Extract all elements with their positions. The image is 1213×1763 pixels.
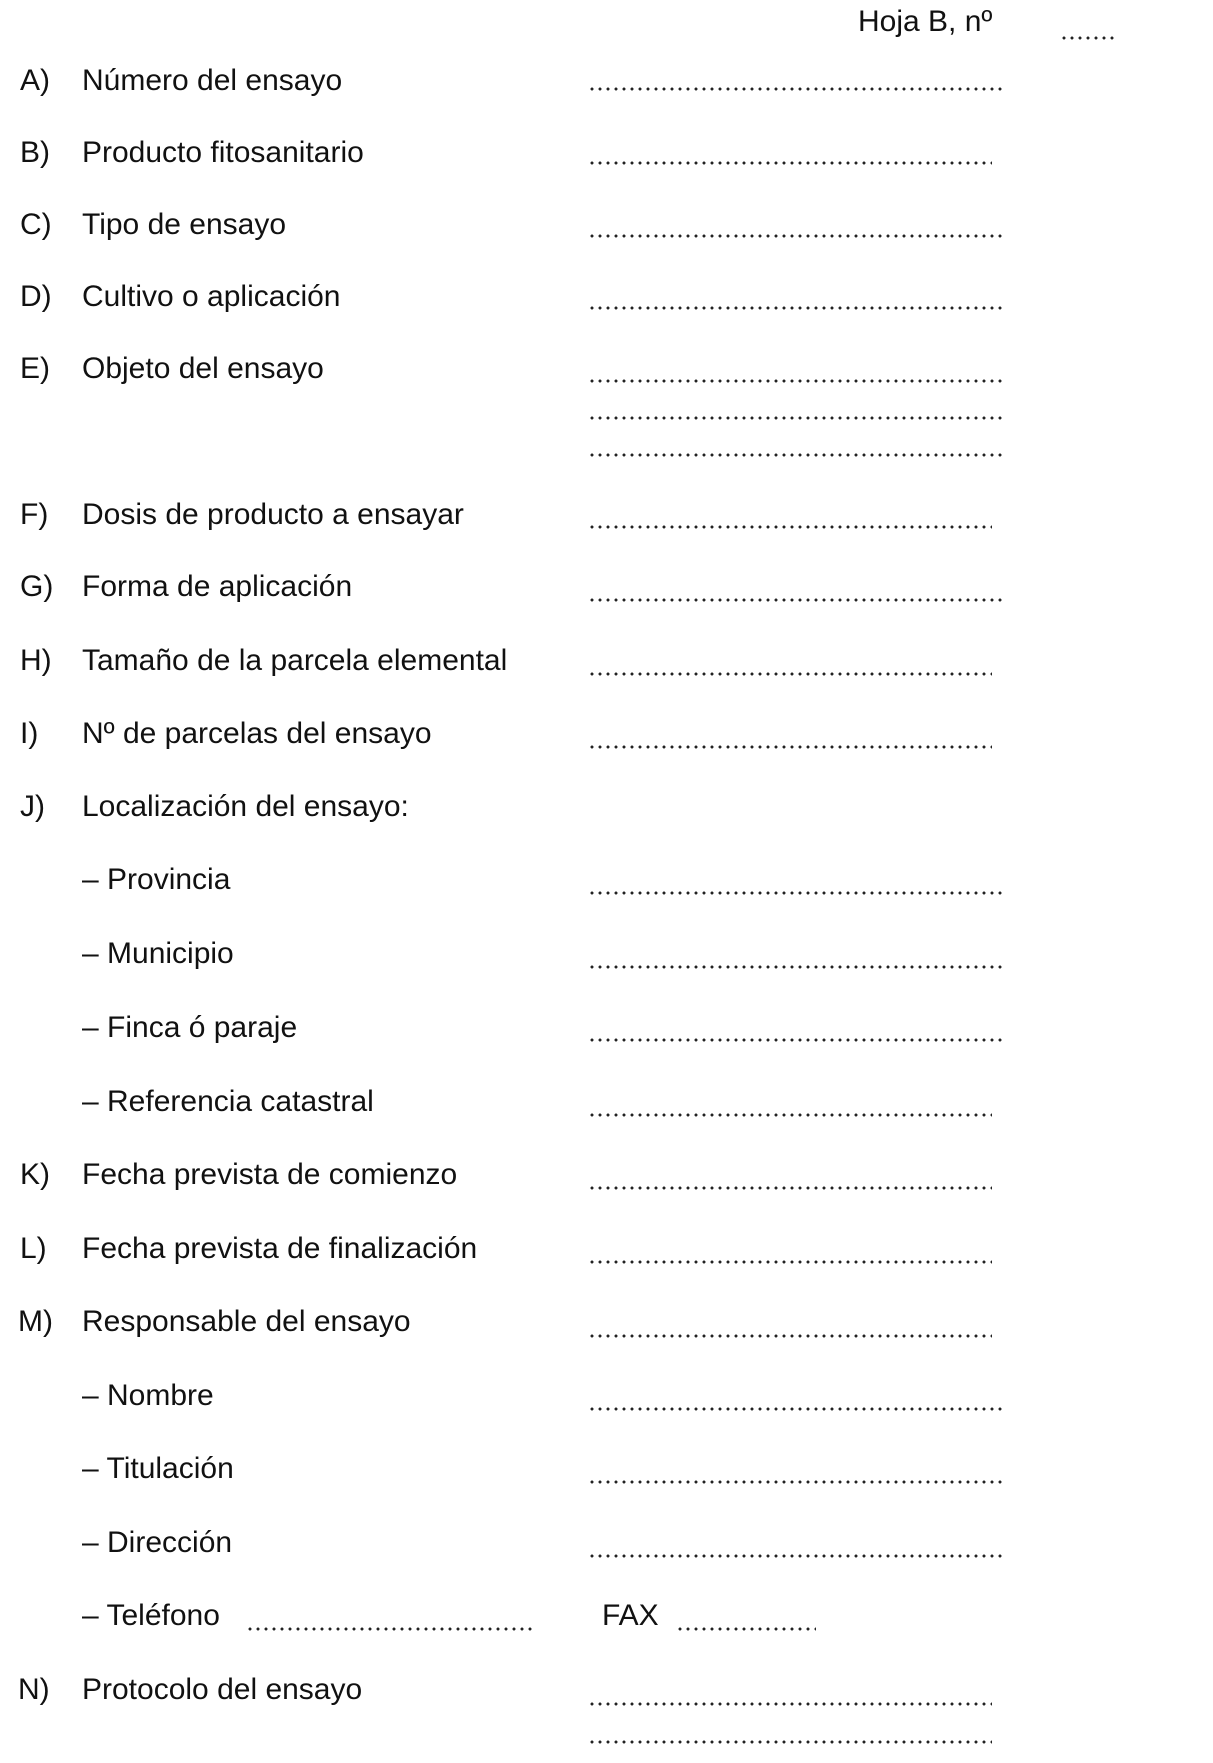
item-letter-h: H) (20, 644, 52, 677)
field-tipo-ensayo[interactable] (588, 234, 1002, 238)
label-num-parcelas: Nº de parcelas del ensayo (82, 717, 432, 750)
item-letter-c: C) (20, 208, 52, 241)
field-provincia[interactable] (588, 891, 1002, 895)
item-letter-a: A) (20, 64, 50, 97)
item-letter-f: F) (20, 498, 49, 531)
item-letter-i: I) (20, 717, 39, 750)
label-provincia: – Provincia (82, 863, 231, 896)
item-letter-n: N) (18, 1673, 50, 1706)
item-letter-k: K) (20, 1158, 50, 1191)
label-titulacion: – Titulación (82, 1452, 234, 1485)
field-producto-fitosanitario[interactable] (588, 161, 992, 165)
field-responsable-ensayo[interactable] (588, 1334, 992, 1338)
label-localizacion-ensayo: Localización del ensayo: (82, 790, 409, 823)
label-tipo-ensayo: Tipo de ensayo (82, 208, 287, 241)
label-numero-ensayo: Número del ensayo (82, 64, 343, 97)
field-num-parcelas[interactable] (588, 745, 992, 749)
item-letter-b: B) (20, 136, 50, 169)
field-direccion[interactable] (588, 1554, 1002, 1558)
field-dosis-producto[interactable] (588, 525, 992, 529)
label-producto-fitosanitario: Producto fitosanitario (82, 136, 364, 169)
field-fecha-comienzo[interactable] (588, 1186, 992, 1190)
field-referencia-catastral[interactable] (588, 1113, 992, 1117)
field-finca-paraje[interactable] (588, 1038, 1002, 1042)
label-finca-paraje: – Finca ó paraje (82, 1011, 298, 1044)
label-direccion: – Dirección (82, 1526, 233, 1559)
label-forma-aplicacion: Forma de aplicación (82, 570, 353, 603)
label-tamano-parcela: Tamaño de la parcela elemental (82, 644, 508, 677)
field-fecha-finalizacion[interactable] (588, 1260, 992, 1264)
field-fax[interactable] (676, 1627, 816, 1631)
field-objeto-ensayo-line-1[interactable] (588, 379, 1002, 383)
field-protocolo-ensayo-line-2[interactable] (588, 1740, 992, 1744)
item-letter-l: L) (20, 1232, 47, 1265)
label-protocolo-ensayo: Protocolo del ensayo (82, 1673, 363, 1706)
field-nombre[interactable] (588, 1407, 1002, 1411)
item-letter-g: G) (20, 570, 54, 603)
field-forma-aplicacion[interactable] (588, 598, 1002, 602)
label-responsable-ensayo: Responsable del ensayo (82, 1305, 411, 1338)
field-titulacion[interactable] (588, 1480, 1002, 1484)
label-referencia-catastral: – Referencia catastral (82, 1085, 374, 1118)
sheet-number-field[interactable] (1060, 36, 1118, 40)
field-cultivo-aplicacion[interactable] (588, 306, 1002, 310)
item-letter-j: J) (20, 790, 45, 823)
label-municipio: – Municipio (82, 937, 234, 970)
field-protocolo-ensayo-line-1[interactable] (588, 1702, 992, 1706)
item-letter-m: M) (18, 1305, 53, 1338)
item-letter-e: E) (20, 352, 50, 385)
field-objeto-ensayo-line-3[interactable] (588, 453, 1002, 457)
field-telefono[interactable] (246, 1627, 536, 1631)
item-letter-d: D) (20, 280, 52, 313)
label-fecha-finalizacion: Fecha prevista de finalización (82, 1232, 478, 1265)
field-municipio[interactable] (588, 965, 1002, 969)
label-telefono: – Teléfono (82, 1599, 220, 1632)
label-dosis-producto: Dosis de producto a ensayar (82, 498, 464, 531)
label-objeto-ensayo: Objeto del ensayo (82, 352, 324, 385)
field-numero-ensayo[interactable] (588, 87, 1002, 91)
label-fax: FAX (602, 1599, 659, 1632)
field-tamano-parcela[interactable] (588, 672, 992, 676)
label-fecha-comienzo: Fecha prevista de comienzo (82, 1158, 458, 1191)
sheet-number-label: Hoja B, nº (858, 5, 993, 38)
label-cultivo-aplicacion: Cultivo o aplicación (82, 280, 341, 313)
label-nombre: – Nombre (82, 1379, 214, 1412)
field-objeto-ensayo-line-2[interactable] (588, 416, 1002, 420)
